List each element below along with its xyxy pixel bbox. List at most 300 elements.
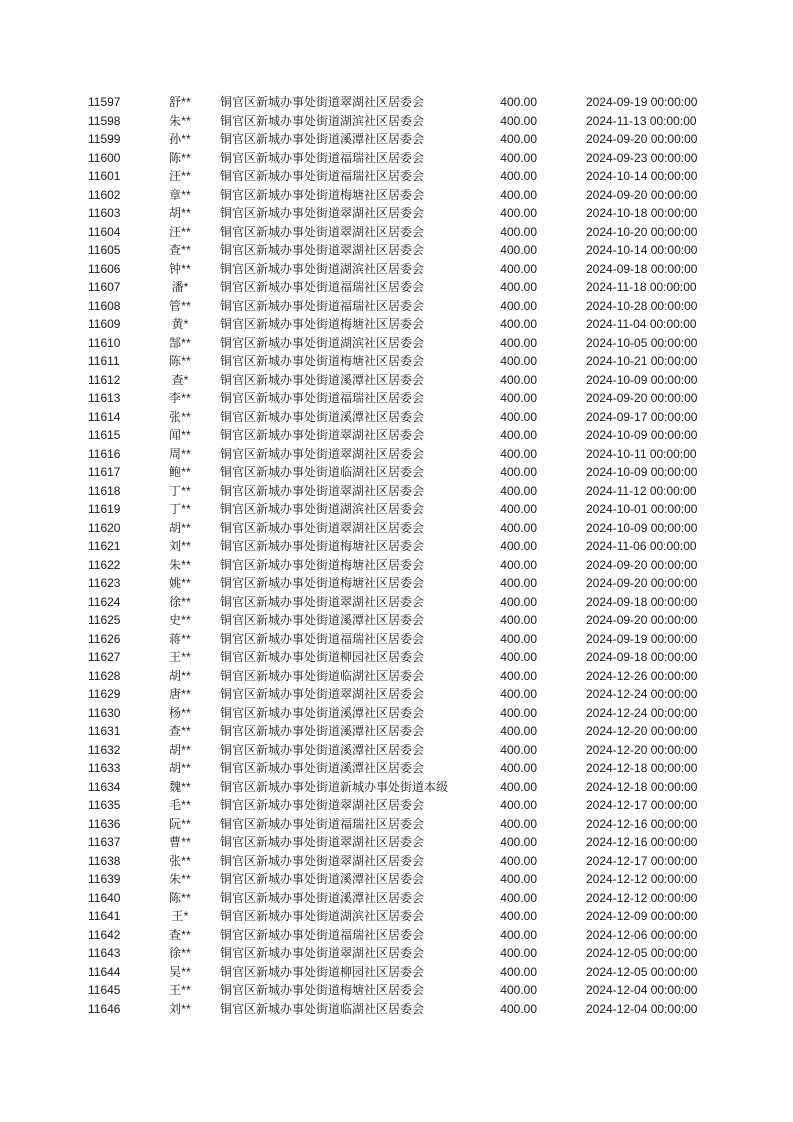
row-name: 曹** — [169, 835, 191, 849]
row-amount: 400.00 — [500, 317, 537, 331]
table-row — [0, 852, 793, 871]
row-id: 11605 — [88, 243, 121, 257]
row-datetime: 2024-10-11 00:00:00 — [586, 446, 697, 461]
row-organization: 铜官区新城办事处街道梅塘社区居委会 — [220, 576, 425, 590]
row-datetime: 2024-12-09 00:00:00 — [586, 909, 698, 923]
row-organization: 铜官区新城办事处街道翠湖社区居委会 — [220, 594, 425, 609]
row-id: 11620 — [88, 520, 121, 535]
table-row — [0, 889, 793, 908]
table-row — [0, 685, 793, 704]
row-id: 11617 — [88, 465, 121, 479]
table-row — [0, 241, 793, 260]
row-organization: 铜官区新城办事处街道梅塘社区居委会 — [220, 983, 425, 997]
row-datetime: 2024-09-17 00:00:00 — [586, 409, 698, 424]
table-row — [0, 371, 793, 390]
row-datetime: 2024-10-14 00:00:00 — [586, 169, 698, 183]
table-row — [0, 630, 793, 649]
row-id: 11597 — [88, 95, 121, 109]
records-table — [0, 93, 793, 1018]
row-organization: 铜官区新城办事处街道临湖社区居委会 — [220, 668, 425, 683]
row-amount: 400.00 — [500, 280, 537, 294]
row-organization: 铜官区新城办事处街道溪潭社区居委会 — [220, 724, 425, 738]
row-amount: 400.00 — [500, 576, 537, 590]
table-row — [0, 445, 793, 464]
row-datetime: 2024-09-19 00:00:00 — [586, 631, 698, 646]
row-organization: 铜官区新城办事处街道湖滨社区居委会 — [220, 502, 425, 516]
row-datetime: 2024-12-26 00:00:00 — [586, 668, 698, 683]
row-name: 徐** — [169, 594, 191, 609]
row-amount: 400.00 — [500, 520, 537, 535]
row-amount: 400.00 — [500, 298, 537, 313]
row-amount: 400.00 — [500, 650, 537, 664]
row-id: 11598 — [88, 113, 121, 128]
table-row — [0, 574, 793, 593]
row-datetime: 2024-12-04 00:00:00 — [586, 983, 698, 997]
row-id: 11608 — [88, 298, 121, 313]
row-organization: 铜官区新城办事处街道溪潭社区居委会 — [220, 372, 425, 387]
row-organization: 铜官区新城办事处街道福瑞社区居委会 — [220, 150, 425, 165]
row-amount: 400.00 — [500, 150, 537, 165]
row-id: 11642 — [88, 927, 121, 942]
row-name: 吴** — [169, 964, 191, 979]
row-organization: 铜官区新城办事处街道新城办事处街道本级 — [220, 779, 449, 794]
row-name: 查** — [169, 724, 191, 738]
table-row — [0, 130, 793, 149]
table-row — [0, 870, 793, 889]
table-row — [0, 223, 793, 242]
row-datetime: 2024-12-12 00:00:00 — [586, 890, 698, 905]
row-organization: 铜官区新城办事处街道溪潭社区居委会 — [220, 613, 425, 627]
row-name: 阮** — [169, 816, 191, 831]
row-amount: 400.00 — [500, 483, 537, 498]
row-id: 11621 — [88, 539, 121, 553]
row-datetime: 2024-10-09 00:00:00 — [586, 428, 698, 442]
row-datetime: 2024-11-06 00:00:00 — [586, 539, 697, 553]
row-id: 11614 — [88, 409, 121, 424]
row-amount: 400.00 — [500, 927, 537, 942]
row-id: 11646 — [88, 1001, 121, 1016]
row-datetime: 2024-09-18 00:00:00 — [586, 594, 698, 609]
row-amount: 400.00 — [500, 409, 537, 424]
row-name: 胡** — [169, 742, 191, 757]
row-amount: 400.00 — [500, 243, 537, 257]
row-organization: 铜官区新城办事处街道翠湖社区居委会 — [220, 835, 425, 849]
table-row — [0, 722, 793, 741]
row-name: 朱** — [169, 557, 191, 572]
row-name: 毛** — [169, 798, 191, 812]
row-organization: 铜官区新城办事处街道翠湖社区居委会 — [220, 483, 425, 498]
row-id: 11616 — [88, 446, 121, 461]
table-row — [0, 1000, 793, 1019]
row-amount: 400.00 — [500, 909, 537, 923]
row-amount: 400.00 — [500, 668, 537, 683]
row-id: 11599 — [88, 132, 121, 146]
table-row — [0, 815, 793, 834]
row-id: 11641 — [88, 909, 121, 923]
row-organization: 铜官区新城办事处街道溪潭社区居委会 — [220, 409, 425, 424]
table-row — [0, 297, 793, 316]
row-name: 姚** — [169, 576, 191, 590]
row-organization: 铜官区新城办事处街道溪潭社区居委会 — [220, 872, 425, 886]
table-row — [0, 759, 793, 778]
row-name: 查** — [169, 243, 191, 257]
row-name: 郜** — [169, 335, 191, 350]
table-row — [0, 186, 793, 205]
row-datetime: 2024-11-04 00:00:00 — [586, 317, 697, 331]
row-datetime: 2024-10-18 00:00:00 — [586, 206, 698, 220]
table-row — [0, 93, 793, 112]
row-organization: 铜官区新城办事处街道福瑞社区居委会 — [220, 631, 425, 646]
row-id: 11613 — [88, 391, 121, 405]
row-amount: 400.00 — [500, 95, 537, 109]
row-organization: 铜官区新城办事处街道湖滨社区居委会 — [220, 113, 425, 128]
table-row — [0, 334, 793, 353]
row-datetime: 2024-10-28 00:00:00 — [586, 298, 698, 313]
row-name: 刘** — [169, 539, 191, 553]
row-organization: 铜官区新城办事处街道翠湖社区居委会 — [220, 95, 425, 109]
row-datetime: 2024-10-21 00:00:00 — [586, 354, 698, 368]
row-id: 11600 — [88, 150, 121, 165]
row-id: 11618 — [88, 483, 121, 498]
row-datetime: 2024-12-20 00:00:00 — [586, 742, 698, 757]
row-name: 管** — [169, 298, 191, 313]
row-id: 11629 — [88, 687, 121, 701]
table-row — [0, 426, 793, 445]
row-datetime: 2024-11-13 00:00:00 — [586, 113, 697, 128]
row-name: 闻** — [169, 428, 191, 442]
table-row — [0, 667, 793, 686]
table-row — [0, 926, 793, 945]
table-row — [0, 500, 793, 519]
row-id: 11626 — [88, 631, 121, 646]
row-name: 周** — [169, 446, 191, 461]
table-row — [0, 963, 793, 982]
row-amount: 400.00 — [500, 428, 537, 442]
row-organization: 铜官区新城办事处街道翠湖社区居委会 — [220, 853, 425, 868]
row-datetime: 2024-12-05 00:00:00 — [586, 946, 698, 960]
table-row — [0, 907, 793, 926]
row-amount: 400.00 — [500, 1001, 537, 1016]
row-id: 11601 — [88, 169, 121, 183]
row-amount: 400.00 — [500, 261, 537, 276]
row-name: 王** — [169, 650, 191, 664]
row-id: 11612 — [88, 372, 121, 387]
row-id: 11633 — [88, 761, 121, 775]
row-organization: 铜官区新城办事处街道溪潭社区居委会 — [220, 132, 425, 146]
row-organization: 铜官区新城办事处街道湖滨社区居委会 — [220, 909, 425, 923]
row-name: 张** — [169, 409, 191, 424]
row-id: 11637 — [88, 835, 121, 849]
row-datetime: 2024-12-12 00:00:00 — [586, 872, 698, 886]
table-row — [0, 352, 793, 371]
row-datetime: 2024-12-17 00:00:00 — [586, 853, 698, 868]
row-id: 11606 — [88, 261, 121, 276]
row-amount: 400.00 — [500, 187, 537, 202]
table-row — [0, 463, 793, 482]
row-organization: 铜官区新城办事处街道翠湖社区居委会 — [220, 224, 425, 239]
row-amount: 400.00 — [500, 724, 537, 738]
row-organization: 铜官区新城办事处街道翠湖社区居委会 — [220, 446, 425, 461]
row-organization: 铜官区新城办事处街道翠湖社区居委会 — [220, 243, 425, 257]
row-organization: 铜官区新城办事处街道翠湖社区居委会 — [220, 520, 425, 535]
table-row — [0, 704, 793, 723]
row-amount: 400.00 — [500, 502, 537, 516]
row-name: 汪** — [169, 224, 191, 239]
row-organization: 铜官区新城办事处街道溪潭社区居委会 — [220, 761, 425, 775]
row-name: 胡** — [169, 761, 191, 775]
table-row — [0, 519, 793, 538]
row-amount: 400.00 — [500, 169, 537, 183]
row-datetime: 2024-10-01 00:00:00 — [586, 502, 698, 516]
row-name: 孙** — [169, 132, 191, 146]
row-name: 潘* — [171, 280, 189, 294]
row-name: 李** — [169, 391, 191, 405]
row-name: 鲍** — [169, 465, 191, 479]
table-row — [0, 167, 793, 186]
table-row — [0, 204, 793, 223]
row-datetime: 2024-11-18 00:00:00 — [586, 280, 697, 294]
table-row — [0, 778, 793, 797]
row-name: 杨** — [169, 705, 191, 720]
row-amount: 400.00 — [500, 631, 537, 646]
row-amount: 400.00 — [500, 557, 537, 572]
row-id: 11638 — [88, 853, 121, 868]
row-id: 11609 — [88, 317, 121, 331]
row-organization: 铜官区新城办事处街道临湖社区居委会 — [220, 465, 425, 479]
table-row — [0, 833, 793, 852]
row-name: 王** — [169, 983, 191, 997]
row-organization: 铜官区新城办事处街道福瑞社区居委会 — [220, 391, 425, 405]
row-datetime: 2024-12-05 00:00:00 — [586, 964, 698, 979]
row-datetime: 2024-09-18 00:00:00 — [586, 650, 698, 664]
row-id: 11615 — [88, 428, 121, 442]
table-row — [0, 593, 793, 612]
row-name: 丁** — [169, 502, 191, 516]
row-datetime: 2024-12-18 00:00:00 — [586, 779, 698, 794]
row-datetime: 2024-12-17 00:00:00 — [586, 798, 698, 812]
row-name: 胡** — [169, 206, 191, 220]
row-id: 11645 — [88, 983, 121, 997]
row-id: 11602 — [88, 187, 121, 202]
row-amount: 400.00 — [500, 798, 537, 812]
row-id: 11640 — [88, 890, 121, 905]
row-organization: 铜官区新城办事处街道湖滨社区居委会 — [220, 335, 425, 350]
row-amount: 400.00 — [500, 816, 537, 831]
row-organization: 铜官区新城办事处街道翠湖社区居委会 — [220, 946, 425, 960]
row-organization: 铜官区新城办事处街道溪潭社区居委会 — [220, 705, 425, 720]
row-organization: 铜官区新城办事处街道梅塘社区居委会 — [220, 187, 425, 202]
row-name: 陈** — [169, 890, 191, 905]
row-id: 11635 — [88, 798, 121, 812]
row-datetime: 2024-12-16 00:00:00 — [586, 835, 698, 849]
row-name: 章** — [169, 187, 191, 202]
row-organization: 铜官区新城办事处街道翠湖社区居委会 — [220, 206, 425, 220]
row-datetime: 2024-09-20 00:00:00 — [586, 613, 698, 627]
row-datetime: 2024-09-20 00:00:00 — [586, 557, 698, 572]
row-name: 舒** — [169, 95, 191, 109]
table-row — [0, 796, 793, 815]
row-id: 11643 — [88, 946, 121, 960]
row-id: 11611 — [88, 354, 120, 368]
row-organization: 铜官区新城办事处街道福瑞社区居委会 — [220, 927, 425, 942]
row-amount: 400.00 — [500, 594, 537, 609]
row-organization: 铜官区新城办事处街道福瑞社区居委会 — [220, 169, 425, 183]
row-datetime: 2024-09-19 00:00:00 — [586, 95, 698, 109]
row-id: 11619 — [88, 502, 121, 516]
row-id: 11604 — [88, 224, 121, 239]
row-organization: 铜官区新城办事处街道梅塘社区居委会 — [220, 539, 425, 553]
row-amount: 400.00 — [500, 742, 537, 757]
row-name: 丁** — [169, 483, 191, 498]
row-name: 查* — [171, 372, 189, 387]
table-row — [0, 648, 793, 667]
row-datetime: 2024-09-20 00:00:00 — [586, 187, 698, 202]
row-organization: 铜官区新城办事处街道柳园社区居委会 — [220, 964, 425, 979]
row-organization: 铜官区新城办事处街道柳园社区居委会 — [220, 650, 425, 664]
table-row — [0, 315, 793, 334]
row-amount: 400.00 — [500, 113, 537, 128]
row-amount: 400.00 — [500, 372, 537, 387]
row-id: 11636 — [88, 816, 121, 831]
row-organization: 铜官区新城办事处街道翠湖社区居委会 — [220, 687, 425, 701]
row-id: 11625 — [88, 613, 121, 627]
row-id: 11628 — [88, 668, 121, 683]
row-amount: 400.00 — [500, 946, 537, 960]
table-row — [0, 611, 793, 630]
row-id: 11631 — [88, 724, 121, 738]
row-organization: 铜官区新城办事处街道溪潭社区居委会 — [220, 742, 425, 757]
row-name: 查** — [169, 927, 191, 942]
row-name: 朱** — [169, 113, 191, 128]
row-amount: 400.00 — [500, 853, 537, 868]
row-datetime: 2024-10-14 00:00:00 — [586, 243, 698, 257]
row-datetime: 2024-09-20 00:00:00 — [586, 576, 698, 590]
row-amount: 400.00 — [500, 446, 537, 461]
row-amount: 400.00 — [500, 687, 537, 701]
table-row — [0, 537, 793, 556]
row-amount: 400.00 — [500, 465, 537, 479]
row-datetime: 2024-09-20 00:00:00 — [586, 132, 698, 146]
row-organization: 铜官区新城办事处街道翠湖社区居委会 — [220, 798, 425, 812]
row-id: 11632 — [88, 742, 121, 757]
row-name: 徐** — [169, 946, 191, 960]
row-name: 唐** — [169, 687, 191, 701]
row-datetime: 2024-12-24 00:00:00 — [586, 687, 698, 701]
row-id: 11610 — [88, 335, 121, 350]
row-amount: 400.00 — [500, 779, 537, 794]
row-id: 11622 — [88, 557, 121, 572]
row-amount: 400.00 — [500, 983, 537, 997]
row-datetime: 2024-09-23 00:00:00 — [586, 150, 698, 165]
row-organization: 铜官区新城办事处街道梅塘社区居委会 — [220, 354, 425, 368]
row-datetime: 2024-12-18 00:00:00 — [586, 761, 698, 775]
row-datetime: 2024-10-09 00:00:00 — [586, 465, 698, 479]
row-organization: 铜官区新城办事处街道翠湖社区居委会 — [220, 428, 425, 442]
row-organization: 铜官区新城办事处街道溪潭社区居委会 — [220, 890, 425, 905]
table-row — [0, 149, 793, 168]
row-id: 11630 — [88, 705, 121, 720]
row-id: 11644 — [88, 964, 121, 979]
row-id: 11603 — [88, 206, 121, 220]
table-row — [0, 112, 793, 131]
row-name: 张** — [169, 853, 191, 868]
row-amount: 400.00 — [500, 872, 537, 886]
row-organization: 铜官区新城办事处街道福瑞社区居委会 — [220, 280, 425, 294]
row-amount: 400.00 — [500, 761, 537, 775]
table-row — [0, 408, 793, 427]
table-row — [0, 944, 793, 963]
row-amount: 400.00 — [500, 391, 537, 405]
row-datetime: 2024-11-12 00:00:00 — [586, 483, 697, 498]
table-row — [0, 981, 793, 1000]
row-name: 史** — [169, 613, 191, 627]
row-organization: 铜官区新城办事处街道福瑞社区居委会 — [220, 816, 425, 831]
row-name: 黄* — [171, 317, 189, 331]
table-row — [0, 389, 793, 408]
table-row — [0, 556, 793, 575]
row-datetime: 2024-12-20 00:00:00 — [586, 724, 698, 738]
row-amount: 400.00 — [500, 835, 537, 849]
row-name: 汪** — [169, 169, 191, 183]
row-datetime: 2024-10-09 00:00:00 — [586, 520, 698, 535]
row-datetime: 2024-12-04 00:00:00 — [586, 1001, 698, 1016]
table-row — [0, 741, 793, 760]
row-organization: 铜官区新城办事处街道福瑞社区居委会 — [220, 298, 425, 313]
row-amount: 400.00 — [500, 335, 537, 350]
row-datetime: 2024-09-18 00:00:00 — [586, 261, 698, 276]
row-id: 11623 — [88, 576, 121, 590]
row-amount: 400.00 — [500, 539, 537, 553]
table-row — [0, 482, 793, 501]
row-id: 11624 — [88, 594, 121, 609]
row-amount: 400.00 — [500, 224, 537, 239]
row-datetime: 2024-10-20 00:00:00 — [586, 224, 698, 239]
row-name: 魏** — [169, 779, 191, 794]
row-name: 胡** — [169, 520, 191, 535]
row-amount: 400.00 — [500, 206, 537, 220]
table-row — [0, 278, 793, 297]
row-name: 王* — [171, 909, 189, 923]
row-amount: 400.00 — [500, 705, 537, 720]
row-id: 11634 — [88, 779, 121, 794]
row-datetime: 2024-12-06 00:00:00 — [586, 927, 698, 942]
row-amount: 400.00 — [500, 132, 537, 146]
row-amount: 400.00 — [500, 964, 537, 979]
row-organization: 铜官区新城办事处街道梅塘社区居委会 — [220, 317, 425, 331]
row-id: 11627 — [88, 650, 121, 664]
row-name: 刘** — [169, 1001, 191, 1016]
row-name: 朱** — [169, 872, 191, 886]
row-name: 陈** — [169, 354, 191, 368]
row-name: 胡** — [169, 668, 191, 683]
row-id: 11607 — [88, 280, 121, 294]
row-datetime: 2024-12-24 00:00:00 — [586, 705, 698, 720]
row-datetime: 2024-10-05 00:00:00 — [586, 335, 698, 350]
row-organization: 铜官区新城办事处街道梅塘社区居委会 — [220, 557, 425, 572]
row-id: 11639 — [88, 872, 121, 886]
row-organization: 铜官区新城办事处街道临湖社区居委会 — [220, 1001, 425, 1016]
row-name: 陈** — [169, 150, 191, 165]
row-name: 钟** — [169, 261, 191, 276]
row-datetime: 2024-10-09 00:00:00 — [586, 372, 698, 387]
row-datetime: 2024-12-16 00:00:00 — [586, 816, 698, 831]
table-row — [0, 260, 793, 279]
row-organization: 铜官区新城办事处街道湖滨社区居委会 — [220, 261, 425, 276]
row-datetime: 2024-09-20 00:00:00 — [586, 391, 698, 405]
row-name: 蒋** — [169, 631, 191, 646]
row-amount: 400.00 — [500, 354, 537, 368]
row-amount: 400.00 — [500, 613, 537, 627]
